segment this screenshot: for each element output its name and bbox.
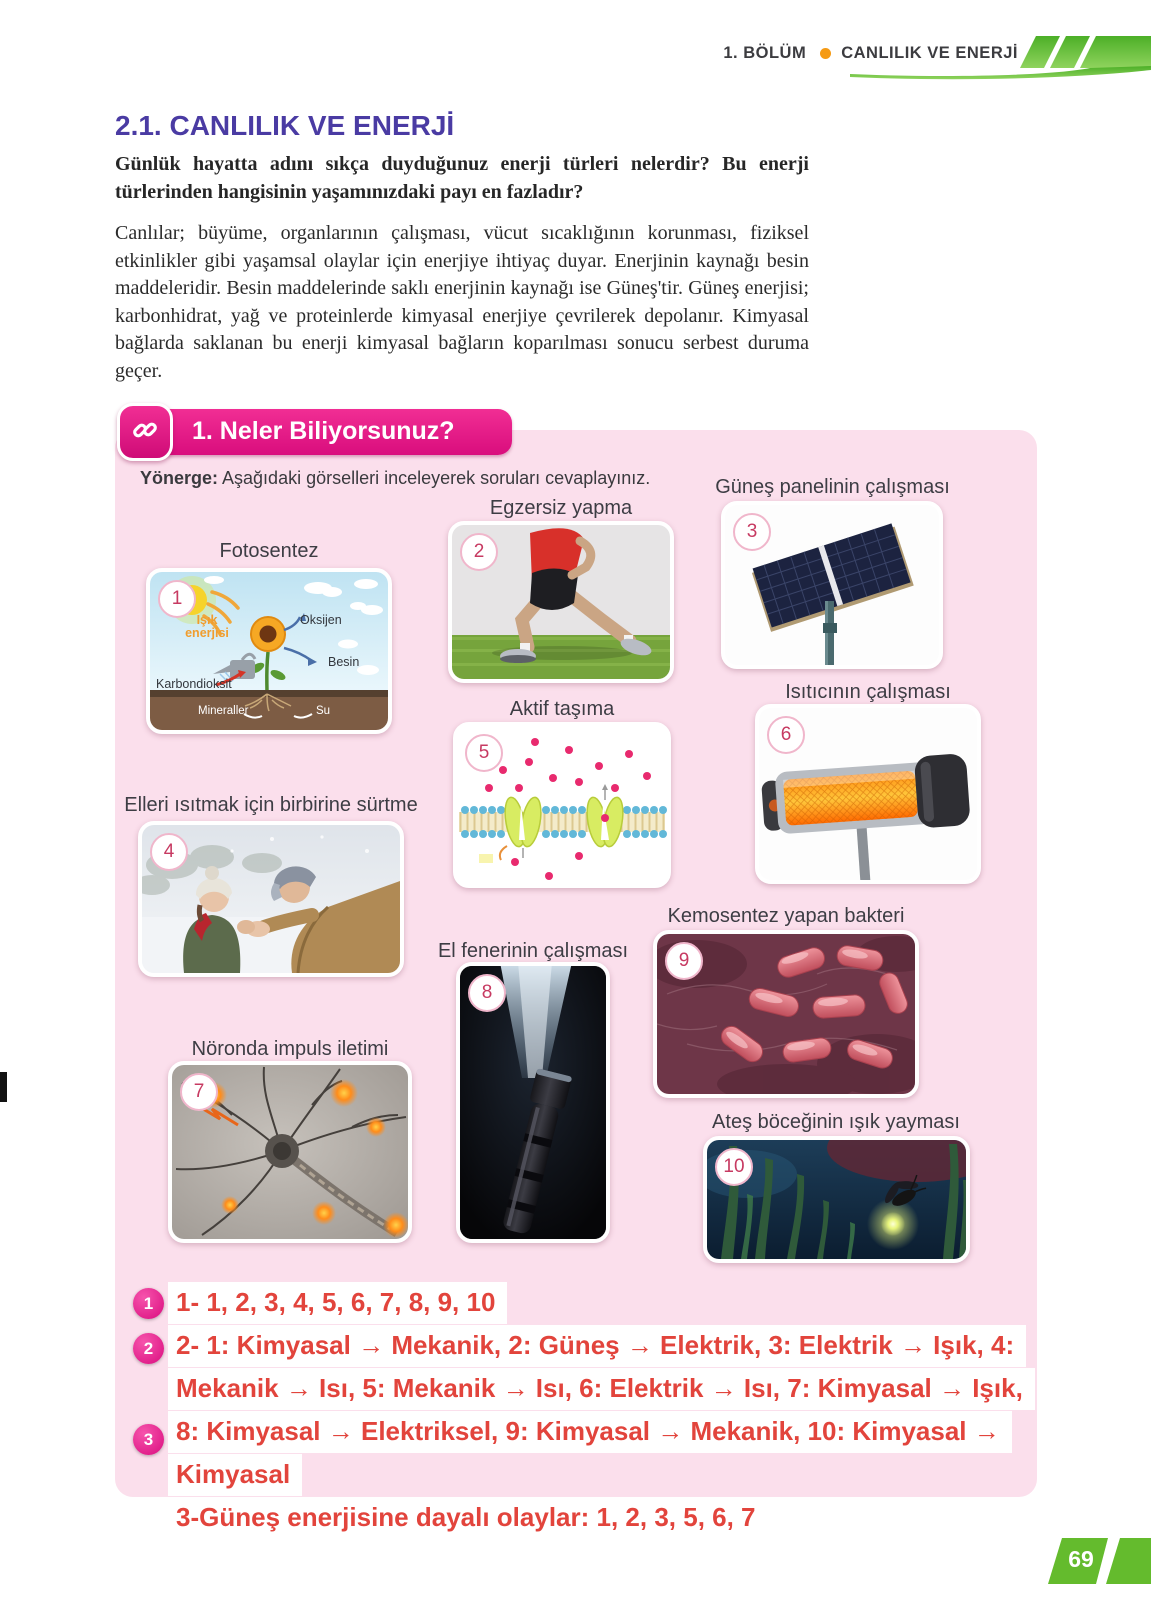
answer-line-1: 1- 1, 2, 3, 4, 5, 6, 7, 8, 9, 10 — [168, 1282, 507, 1324]
caption-fotosentez: Fotosentez — [219, 540, 319, 562]
photo-kemosentez-bakteri — [653, 930, 919, 1098]
item-number-badge: 5 — [465, 734, 503, 772]
bullet-icon — [820, 48, 831, 59]
item-number-badge: 2 — [460, 533, 498, 571]
link-chain-icon — [117, 403, 173, 461]
header-green-swoosh — [850, 34, 1151, 82]
answer-line-3: Mekanik → Isı, 5: Mekanik → Isı, 6: Elektrik → Isı, 7: Kimyasal → Işık, — [168, 1368, 1035, 1410]
caption-kemosentez: Kemosentez yapan bakteri — [667, 905, 905, 927]
answer-line-5: Kimyasal — [168, 1454, 302, 1496]
activity-title: 1. Neler Biliyorsunuz? — [192, 417, 455, 445]
instruction-label: Yönerge: — [140, 468, 219, 488]
item-number-badge: 3 — [733, 513, 771, 551]
section-title: 2.1. CANLILIK VE ENERJİ — [115, 110, 455, 141]
photo-gunes-paneli — [721, 501, 943, 669]
label-su: Su — [316, 705, 331, 717]
photo-elleri-isitmak — [138, 821, 404, 977]
instruction-line — [140, 468, 650, 489]
item-number-badge: 6 — [767, 716, 805, 754]
label-oksijen: Oksijen — [300, 613, 342, 627]
header-chapter: 1. BÖLÜM — [723, 44, 807, 62]
page-number-block — [1048, 1538, 1151, 1584]
activity-header — [150, 409, 512, 455]
page-edge-mark — [0, 1072, 7, 1102]
item-number-badge: 9 — [665, 942, 703, 980]
photo-isitici — [755, 704, 981, 884]
answer-line-6: 3-Güneş enerjisine dayalı olaylar: 1, 2, 3, 5, 6, 7 — [168, 1497, 768, 1539]
caption-isitici: Isıtıcının çalışması — [785, 681, 951, 703]
answer-marker-3: 3 — [133, 1424, 164, 1455]
header-section: CANLILIK VE ENERJİ — [841, 44, 1018, 62]
caption-el-feneri: El fenerinin çalışması — [437, 940, 629, 962]
caption-elleri-isitmak: Elleri ısıtmak için birbirine sürtme — [124, 794, 418, 816]
instruction-text: Aşağıdaki görselleri inceleyerek soruları cevaplayınız. — [222, 468, 651, 488]
photo-noron — [168, 1061, 412, 1243]
photo-fotosentez — [146, 568, 392, 734]
caption-aktif-tasima: Aktif taşıma — [509, 698, 615, 720]
label-karbondioksit: Karbondioksit — [156, 677, 232, 691]
caption-noron: Nöronda impuls iletimi — [191, 1038, 389, 1060]
answer-line-2: 2- 1: Kimyasal → Mekanik, 2: Güneş → Elektrik, 3: Elektrik → Işık, 4: — [168, 1325, 1026, 1367]
caption-gunes-paneli: Güneş panelinin çalışması — [715, 476, 950, 498]
answer-marker-2: 2 — [133, 1333, 164, 1364]
photo-ates-bocegi — [703, 1136, 970, 1263]
item-number-badge: 1 — [158, 580, 196, 618]
body-paragraph: Canlılar; büyüme, organlarının çalışması, vücut sıcaklığının korunması, fiziksel etkinlikler gibi yaşamsal olaylar için enerjiye ihtiyaç duyar. Enerjinin kaynağı besin maddeleridir. Besin maddelerinde saklı enerjinin kaynağı ise Güneş'tir. Güneş enerjisi; karbonhidrat, yağ ve proteinlerde kimyasal enerjiye çevrilerek depolanır. Kimyasal bağlarda saklanan bu enerji kimyasal bağların koparılması sonucu serbest duruma geçer. — [115, 222, 809, 382]
answer-line-4: 8: Kimyasal → Elektriksel, 9: Kimyasal → Mekanik, 10: Kimyasal → — [168, 1411, 1012, 1453]
page-number: 69 — [1068, 1546, 1094, 1572]
item-number-badge: 7 — [180, 1073, 218, 1111]
photo-el-feneri — [456, 962, 610, 1243]
label-mineraller: Mineraller — [198, 705, 249, 717]
caption-ates-bocegi: Ateş böceğinin ışık yayması — [712, 1111, 960, 1133]
item-number-badge: 4 — [150, 833, 188, 871]
intro-question: Günlük hayatta adını sıkça duyduğunuz enerji türleri nelerdir? Bu enerji türlerinden hangisinin yaşamınızdaki payı en fazladır? — [115, 153, 809, 203]
photo-egzersiz — [448, 521, 674, 683]
item-number-badge: 8 — [468, 974, 506, 1012]
caption-egzersiz: Egzersiz yapma — [489, 497, 633, 519]
photo-aktif-tasima — [453, 722, 671, 888]
label-isik-enerjisi: Işık enerjisi — [185, 613, 229, 640]
label-besin: Besin — [328, 655, 360, 669]
answer-marker-1: 1 — [133, 1288, 164, 1319]
item-number-badge: 10 — [715, 1148, 753, 1186]
